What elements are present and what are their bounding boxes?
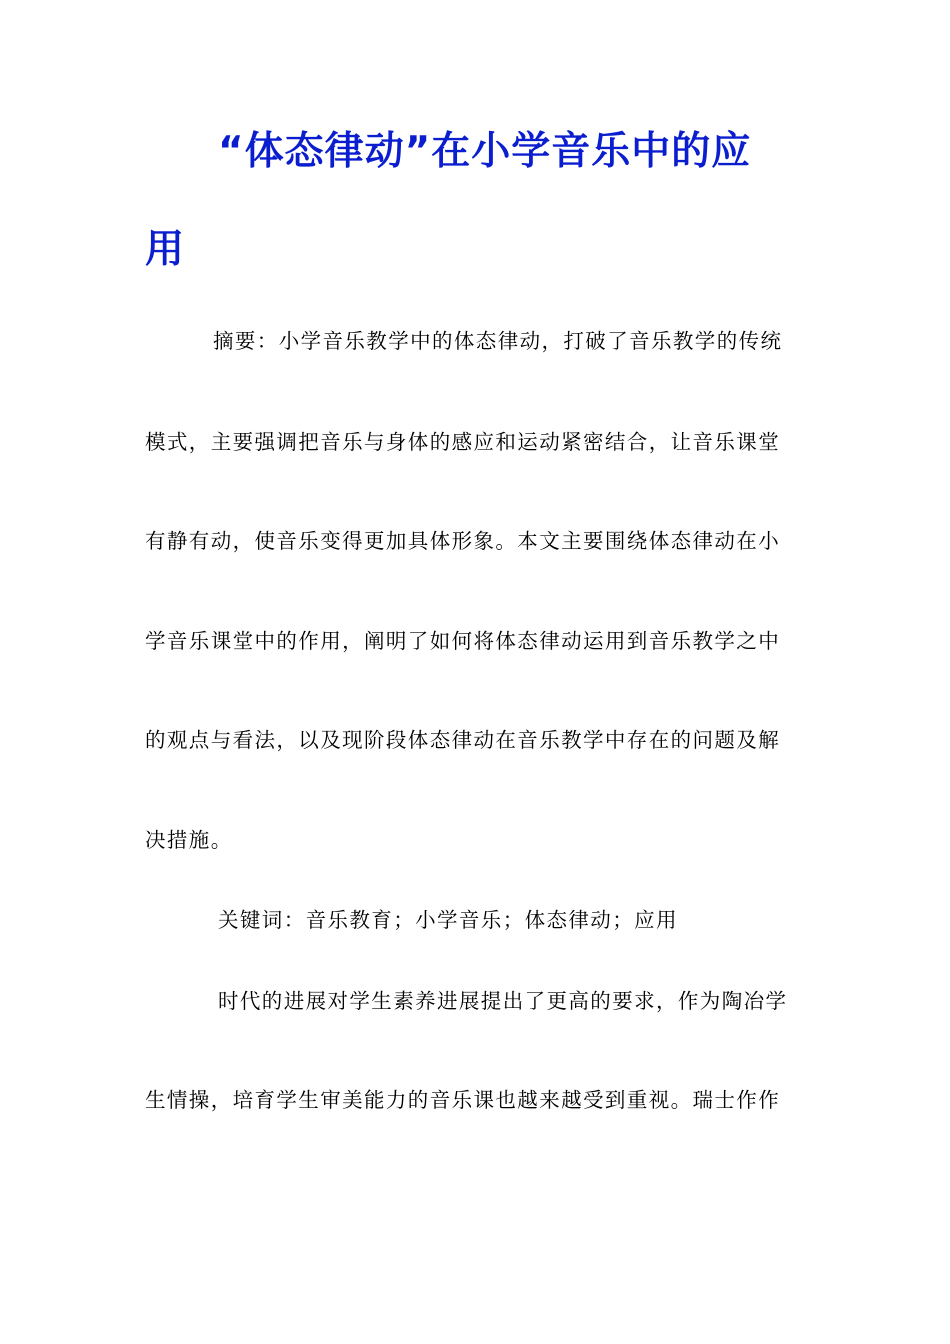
- body-line-2: 生情操，培育学生审美能力的音乐课也越来越受到重视。瑞士作作: [145, 1088, 781, 1112]
- document-title-line-2: 用: [145, 227, 186, 272]
- abstract-line-5: 的观点与看法，以及现阶段体态律动在音乐教学中存在的问题及解: [145, 728, 781, 752]
- abstract-line-6: 决措施。: [145, 828, 233, 852]
- abstract-line-4: 学音乐课堂中的作用，阐明了如何将体态律动运用到音乐教学之中: [145, 629, 781, 653]
- body-line-1: 时代的进展对学生素养进展提出了更高的要求，作为陶冶学: [218, 989, 788, 1013]
- abstract-line-1: 摘要：小学音乐教学中的体态律动，打破了音乐教学的传统: [213, 329, 783, 353]
- abstract-line-3: 有静有动，使音乐变得更加具体形象。本文主要围绕体态律动在小: [145, 529, 781, 553]
- abstract-line-2: 模式，主要强调把音乐与身体的感应和运动紧密结合，让音乐课堂: [145, 430, 781, 454]
- document-title-line-1: “体态律动”在小学音乐中的应: [218, 129, 752, 174]
- keywords-line: 关键词：音乐教育；小学音乐；体态律动；应用: [218, 908, 678, 932]
